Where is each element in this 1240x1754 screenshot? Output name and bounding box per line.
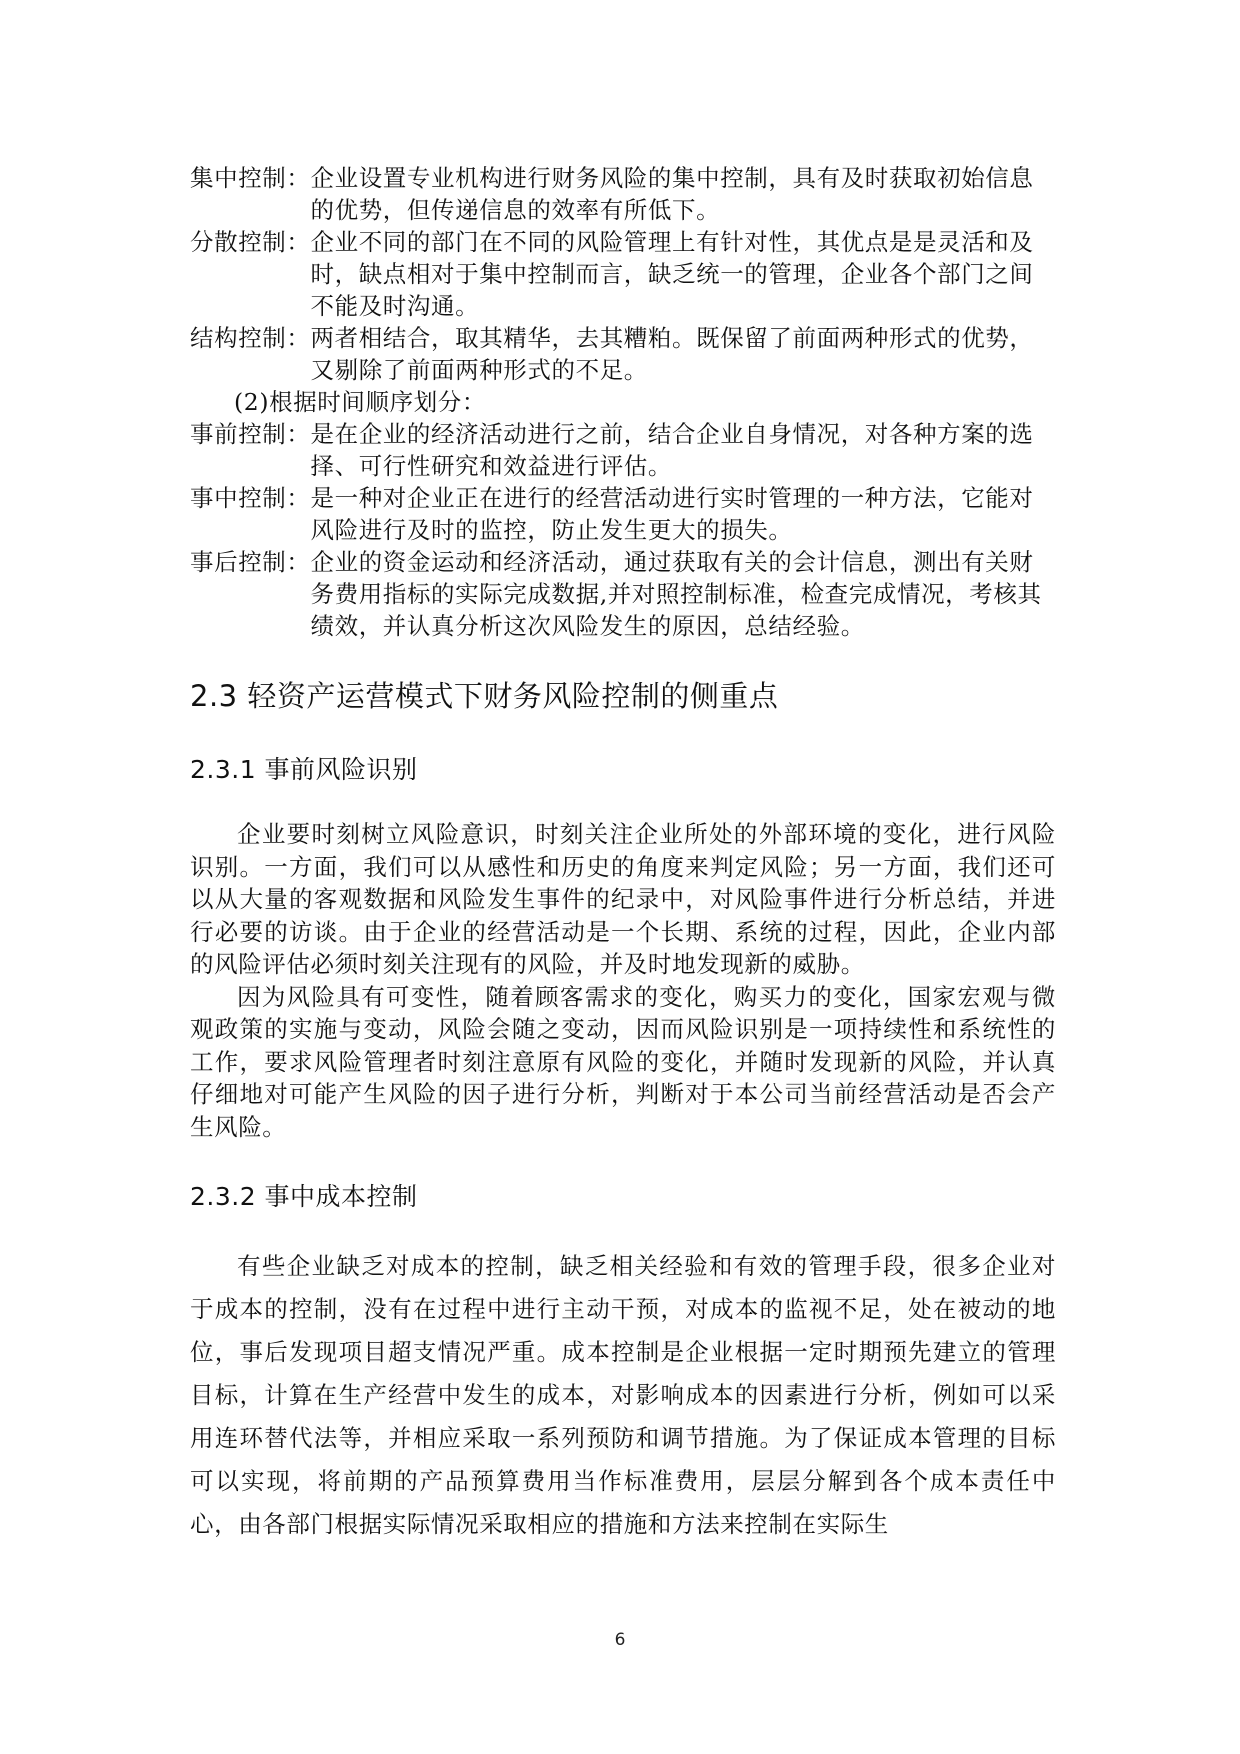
definition-in-process-control — [190, 482, 1056, 546]
definition-description: 是一种对企业正在进行的经营活动进行实时管理的一种方法，它能对风险进行及时的监控，防止发生更大的损失。 — [310, 484, 1034, 544]
definition-term: 事前控制： — [190, 420, 311, 448]
definition-description: 两者相结合，取其精华，去其糟粕。既保留了前面两种形式的优势，又剔除了前面两种形式的不足。 — [310, 324, 1034, 384]
definition-description: 企业的资金运动和经济活动，通过获取有关的会计信息，测出有关财务费用指标的实际完成数据,并对照控制标准，检查完成情况，考核其绩效，并认真分析这次风险发生的原因，总结经验。 — [310, 548, 1042, 640]
definition-description: 企业不同的部门在不同的风险管理上有针对性，其优点是是灵活和及时，缺点相对于集中控制而言，缺乏统一的管理，企业各个部门之间不能及时沟通。 — [310, 228, 1034, 320]
definition-term: 事中控制： — [190, 484, 311, 512]
time-division-heading: (2)根据时间顺序划分： — [234, 388, 486, 416]
definition-pre-control — [190, 418, 1056, 482]
section-heading-2-3: 2.3 轻资产运营模式下财务风险控制的侧重点 — [190, 679, 779, 713]
page-content — [190, 162, 1056, 1546]
definition-post-control — [190, 546, 1056, 642]
body-paragraph: 有些企业缺乏对成本的控制，缺乏相关经验和有效的管理手段，很多企业对于成本的控制，没有在过程中进行主动干预，对成本的监视不足，处在被动的地位，事后发现项目超支情况严重。成本控制是企业根据一定时期预先建立的管理目标，计算在生产经营中发生的成本，对影响成本的因素进行分析，例如可以采用连环替代法等，并相应采取一系列预防和调节措施。为了保证成本管理的目标可以实现，将前期的产品预算费用当作标准费用，层层分解到各个成本责任中心，由各部门根据实际情况采取相应的措施和方法来控制在实际生 — [190, 1252, 1056, 1538]
definition-term: 集中控制： — [190, 164, 311, 192]
definition-term: 分散控制： — [190, 228, 311, 256]
body-paragraph: 企业要时刻树立风险意识，时刻关注企业所处的外部环境的变化，进行风险识别。一方面，我们可以从感性和历史的角度来判定风险；另一方面，我们还可以从大量的客观数据和风险发生事件的纪录中，对风险事件进行分析总结，并进行必要的访谈。由于企业的经营活动是一个长期、系统的过程，因此，企业内部的风险评估必须时刻关注现有的风险，并及时地发现新的威胁。 — [190, 820, 1056, 978]
definition-decentralized-control — [190, 226, 1056, 322]
definition-description: 企业设置专业机构进行财务风险的集中控制，具有及时获取初始信息的优势，但传递信息的效率有所低下。 — [310, 164, 1034, 224]
definition-centralized-control — [190, 162, 1056, 226]
section-heading-2-3-2: 2.3.2 事中成本控制 — [190, 1182, 418, 1211]
definition-structural-control — [190, 322, 1056, 386]
definition-term: 事后控制： — [190, 548, 311, 576]
body-paragraph: 因为风险具有可变性，随着顾客需求的变化，购买力的变化，国家宏观与微观政策的实施与变动，风险会随之变动，因而风险识别是一项持续性和系统性的工作，要求风险管理者时刻注意原有风险的变化，并随时发现新的风险，并认真仔细地对可能产生风险的因子进行分析，判断对于本公司当前经营活动是否会产生风险。 — [190, 982, 1056, 1141]
definition-term: 结构控制： — [190, 324, 311, 352]
section-heading-2-3-1: 2.3.1 事前风险识别 — [190, 755, 418, 784]
definition-description: 是在企业的经济活动进行之前，结合企业自身情况，对各种方案的选择、可行性研究和效益进行评估。 — [310, 420, 1034, 480]
page-number: 6 — [614, 1630, 626, 1650]
